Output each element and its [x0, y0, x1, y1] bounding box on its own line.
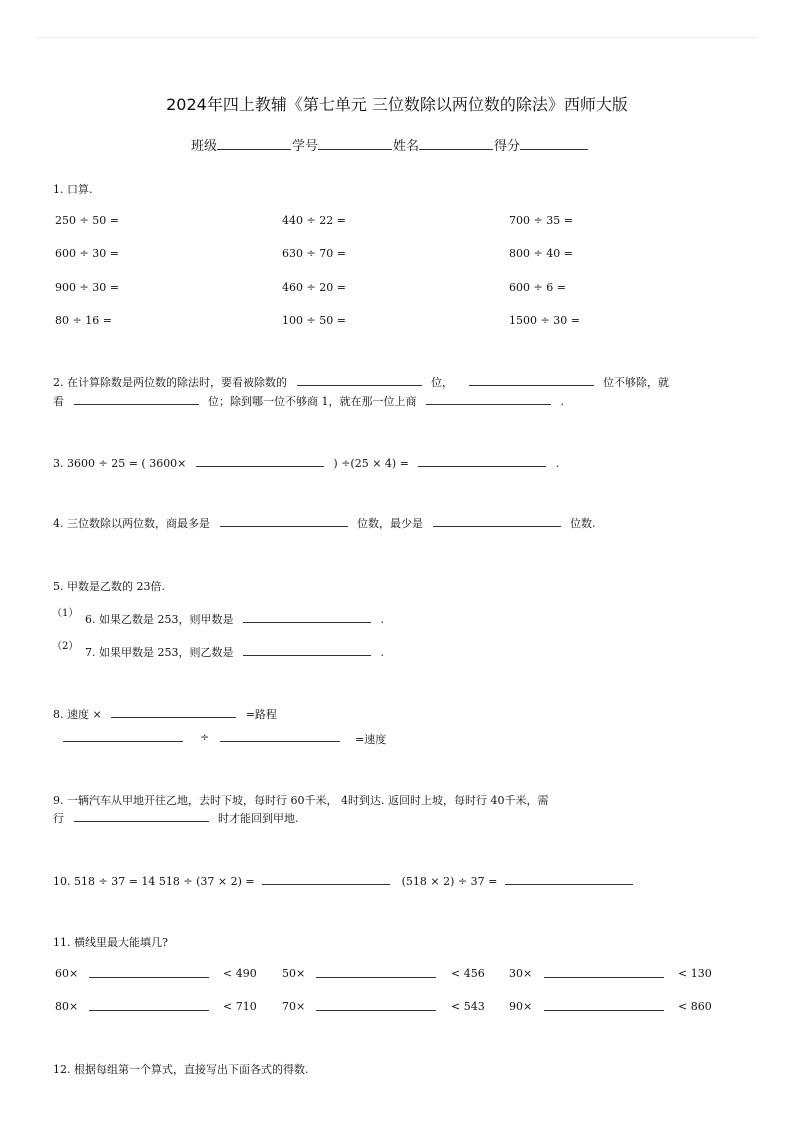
q2-text-b: 位， — [431, 376, 453, 389]
q4-text-a: 4. 三位数除以两位数，商最多是 — [53, 517, 210, 530]
id-field[interactable] — [318, 137, 392, 150]
q4-line — [53, 515, 596, 531]
q11-item-prefix: 60× — [55, 967, 79, 980]
q9-line2 — [53, 810, 299, 826]
q4-text-c: 位数. — [570, 517, 596, 530]
q12-label: 12. 根据每组第一个算式，直接写出下面各式的得数. — [53, 1063, 309, 1076]
q2-text-c: 位不够除，就 — [603, 376, 669, 389]
q8-text-a: 8. 速度 × — [53, 708, 102, 721]
q11-item-limit: < 710 — [223, 1000, 257, 1013]
q4-text-b: 位数，最少是 — [357, 517, 423, 530]
q5-sub1-end: . — [380, 613, 384, 626]
q1-item: 80 ÷ 16 = — [55, 314, 112, 327]
class-label: 班级 — [191, 139, 218, 154]
q8-blank-1[interactable] — [111, 706, 236, 718]
q1-item: 460 ÷ 20 = — [282, 281, 346, 294]
q11-item-prefix: 80× — [55, 1000, 79, 1013]
page-top-rule — [36, 37, 758, 38]
q10-line — [53, 873, 633, 888]
q9-text-b: 行 — [53, 812, 64, 825]
q10-blank-1[interactable] — [262, 873, 390, 885]
q9-line1: 9. 一辆汽车从甲地开往乙地，去时下坡，每时行 60千米， 4时到达. 返回时上坡，每时行 40千米，需 — [53, 794, 549, 807]
q1-item: 800 ÷ 40 = — [509, 247, 573, 260]
q1-item: 600 ÷ 6 = — [509, 281, 566, 294]
q1-item: 900 ÷ 30 = — [55, 281, 119, 294]
q11-item-prefix: 70× — [282, 1000, 306, 1013]
q5-sub1-text: 6. 如果乙数是 253，则甲数是 — [85, 613, 234, 626]
name-field[interactable] — [419, 137, 493, 150]
q1-item: 250 ÷ 50 = — [55, 214, 119, 227]
page-title: 2024年四上教辅《第七单元 三位数除以两位数的除法》西师大版 — [166, 95, 628, 114]
q9-text-c: 时才能回到甲地. — [218, 812, 299, 825]
q10-blank-2[interactable] — [505, 873, 633, 885]
q3-text-b: ) ÷(25 × 4) = — [333, 457, 409, 470]
q4-blank-2[interactable] — [433, 515, 561, 527]
q11-item-prefix: 90× — [509, 1000, 533, 1013]
name-label: 姓名 — [393, 139, 420, 154]
q8-divide: ÷ — [200, 731, 210, 744]
q3-blank-2[interactable] — [418, 455, 546, 467]
q8-blank-2[interactable] — [63, 730, 183, 742]
q11-item-limit: < 130 — [678, 967, 712, 980]
q1-item: 440 ÷ 22 = — [282, 214, 346, 227]
q5-sub2-text: 7. 如果甲数是 253，则乙数是 — [85, 646, 234, 659]
q3-blank-1[interactable] — [196, 455, 324, 467]
q11-item-limit: < 860 — [678, 1000, 712, 1013]
q11-blank[interactable] — [316, 999, 436, 1011]
q10-text-a: 10. 518 ÷ 37 = 14 518 ÷ (37 × 2) = — [53, 875, 255, 888]
q2-text-e: 位；除到哪一位不够商 1，就在那一位上商 — [208, 395, 417, 408]
q1-item: 100 ÷ 50 = — [282, 314, 346, 327]
q2-text-d: 看 — [53, 395, 64, 408]
q11-blank[interactable] — [89, 999, 209, 1011]
class-field[interactable] — [217, 137, 291, 150]
q2-line2 — [53, 393, 564, 409]
id-label: 学号 — [292, 139, 319, 154]
q2-blank-1[interactable] — [297, 374, 422, 386]
q2-blank-2[interactable] — [469, 374, 594, 386]
q3-line — [53, 455, 559, 470]
q8-text-c: =速度 — [355, 733, 387, 746]
q11-item-limit: < 543 — [451, 1000, 485, 1013]
q5-sub1-blank[interactable] — [243, 611, 371, 623]
q8-line1 — [53, 706, 277, 722]
q11-label: 11. 横线里最大能填几? — [53, 936, 168, 949]
score-field[interactable] — [520, 137, 588, 150]
q2-line1 — [53, 374, 669, 390]
q11-item-limit: < 490 — [223, 967, 257, 980]
score-label: 得分 — [494, 139, 521, 154]
q5-sub1 — [85, 611, 384, 627]
q3-text-c: . — [555, 457, 560, 470]
q2-blank-3[interactable] — [74, 393, 199, 405]
q1-item: 600 ÷ 30 = — [55, 247, 119, 260]
q5-sub2-number: （2） — [52, 641, 79, 652]
q11-item-prefix: 30× — [509, 967, 533, 980]
q11-blank[interactable] — [544, 999, 664, 1011]
q5-sub1-number: （1） — [52, 608, 79, 619]
q10-text-b: (518 × 2) ÷ 37 = — [401, 875, 498, 888]
q11-blank[interactable] — [544, 966, 664, 978]
q11-item-prefix: 50× — [282, 967, 306, 980]
q1-item: 630 ÷ 70 = — [282, 247, 346, 260]
student-info-line — [191, 135, 589, 154]
q8-text-b: =路程 — [245, 708, 277, 721]
q11-blank[interactable] — [89, 966, 209, 978]
q5-label: 5. 甲数是乙数的 23倍. — [53, 580, 165, 593]
q1-item: 700 ÷ 35 = — [509, 214, 573, 227]
q9-blank[interactable] — [74, 810, 209, 822]
q11-blank[interactable] — [316, 966, 436, 978]
q8-blank-3[interactable] — [220, 730, 340, 742]
q11-item-limit: < 456 — [451, 967, 485, 980]
q2-blank-4[interactable] — [426, 393, 551, 405]
q3-text-a: 3. 3600 ÷ 25 = ( 3600× — [53, 457, 187, 470]
q5-sub2 — [85, 644, 384, 660]
q5-sub2-end: . — [380, 646, 384, 659]
q2-text-a: 2. 在计算除数是两位数的除法时，要看被除数的 — [53, 376, 287, 389]
q1-item: 1500 ÷ 30 = — [509, 314, 580, 327]
q4-blank-1[interactable] — [220, 515, 348, 527]
q5-sub2-blank[interactable] — [243, 644, 371, 656]
q2-text-f: . — [560, 395, 564, 408]
q1-label: 1. 口算. — [53, 183, 93, 196]
